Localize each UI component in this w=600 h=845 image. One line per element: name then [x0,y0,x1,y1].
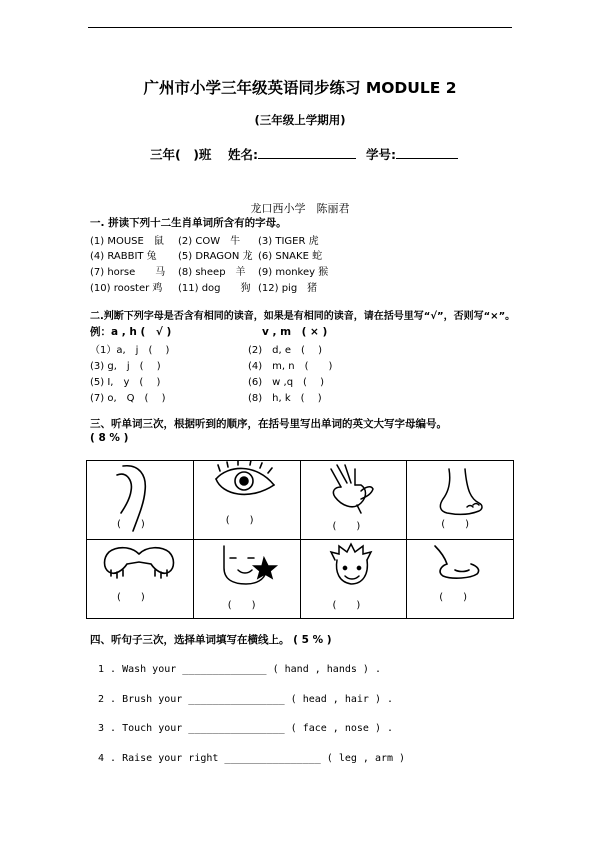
picture-cell [300,461,407,540]
zodiac-item: (9) monkey 猴 [258,267,329,278]
zodiac-item: (8) sheep 羊 [178,267,246,278]
letter-pair-item[interactable]: (2) d, e ( ) [248,345,323,356]
answer-bracket[interactable]: ( ) [225,515,254,526]
zodiac-item: (12) pig 猪 [258,283,318,294]
letter-pair-item[interactable]: (6) w ,q ( ) [248,377,325,388]
answer-bracket[interactable]: ( ) [332,600,361,611]
zodiac-item: (4) RABBIT 兔 [90,251,157,262]
page-subtitle: (三年级上学期用) [254,113,346,127]
section2-heading: 二.判断下列字母是否含有相同的读音，如果是有相同的读音，请在括号里写“√”，否则写“×”。 [90,311,516,322]
letter-pair-item[interactable]: (3) g, j ( ) [90,361,161,372]
top-rule [88,27,512,28]
zodiac-item: (3) TIGER 虎 [258,236,319,247]
sentence-item[interactable]: 2 . Brush your ________________ ( head , hair ) . [98,694,394,705]
nose-icon [407,540,514,618]
letter-pair-item[interactable]: (7) o, Q ( ) [90,393,166,404]
picture-cell [407,461,514,540]
answer-bracket[interactable]: ( ) [227,600,256,611]
section3-score: ( 8 % ) [90,432,129,444]
letter-pair-item[interactable]: (8) h, k ( ) [248,393,322,404]
section4-heading: 四、听句子三次，选择单词填写在横线上。 ( 5 % ) [90,634,332,646]
school-author: 龙口西小学 陈丽君 [250,202,350,215]
answer-bracket[interactable]: ( ) [439,592,468,603]
answer-bracket[interactable]: ( ) [441,519,470,530]
zodiac-item: (5) DRAGON 龙 [178,251,253,262]
sentence-item[interactable]: 3 . Touch your ________________ ( face , nose ) . [98,723,394,734]
zodiac-item: (6) SNAKE 蛇 [258,251,323,262]
letter-pair-item[interactable]: (4) m, n ( ) [248,361,333,372]
class-field[interactable]: 三年( )班 [150,147,212,162]
zodiac-item: (1) MOUSE 鼠 [90,236,164,247]
letter-pair-item[interactable]: (5) I, y ( ) [90,377,161,388]
example-left: 例：a , h ( √ ) [90,326,172,338]
student-number-field[interactable]: 学号: [366,145,458,163]
page-title: 广州市小学三年级英语同步练习 MODULE 2 [143,79,457,97]
answer-bracket[interactable]: ( ) [117,519,145,530]
zodiac-item: (7) horse 马 [90,267,166,278]
letter-pair-item[interactable]: （1）a, j ( ) [90,345,170,356]
answer-bracket[interactable]: ( ) [332,521,361,532]
zodiac-item: (2) COW 牛 [178,236,241,247]
zodiac-item: (11) dog 狗 [178,283,251,294]
picture-grid [86,460,514,619]
answer-bracket[interactable]: ( ) [117,592,145,603]
picture-cell [87,540,194,619]
picture-cell [407,540,514,619]
picture-cell [193,540,300,619]
zodiac-item: (10) rooster 鸡 [90,283,163,294]
sentence-item[interactable]: 4 . Raise your right ________________ ( leg , arm ) [98,753,406,764]
picture-cell [300,540,407,619]
sentence-item[interactable]: 1 . Wash your ______________ ( hand , hands ) . [98,664,381,675]
picture-cell [193,461,300,540]
picture-cell [87,461,194,540]
mustache-icon [87,540,194,618]
section1-heading: 一. 拼读下列十二生肖单词所含有的字母。 [90,217,287,229]
name-field[interactable]: 姓名: [228,145,356,163]
section3-heading: 三、听单词三次，根据听到的顺序，在括号里写出单词的英文大写字母编号。 [90,418,447,430]
eye-icon [194,461,301,539]
example-right: v , m ( × ) [262,326,328,338]
